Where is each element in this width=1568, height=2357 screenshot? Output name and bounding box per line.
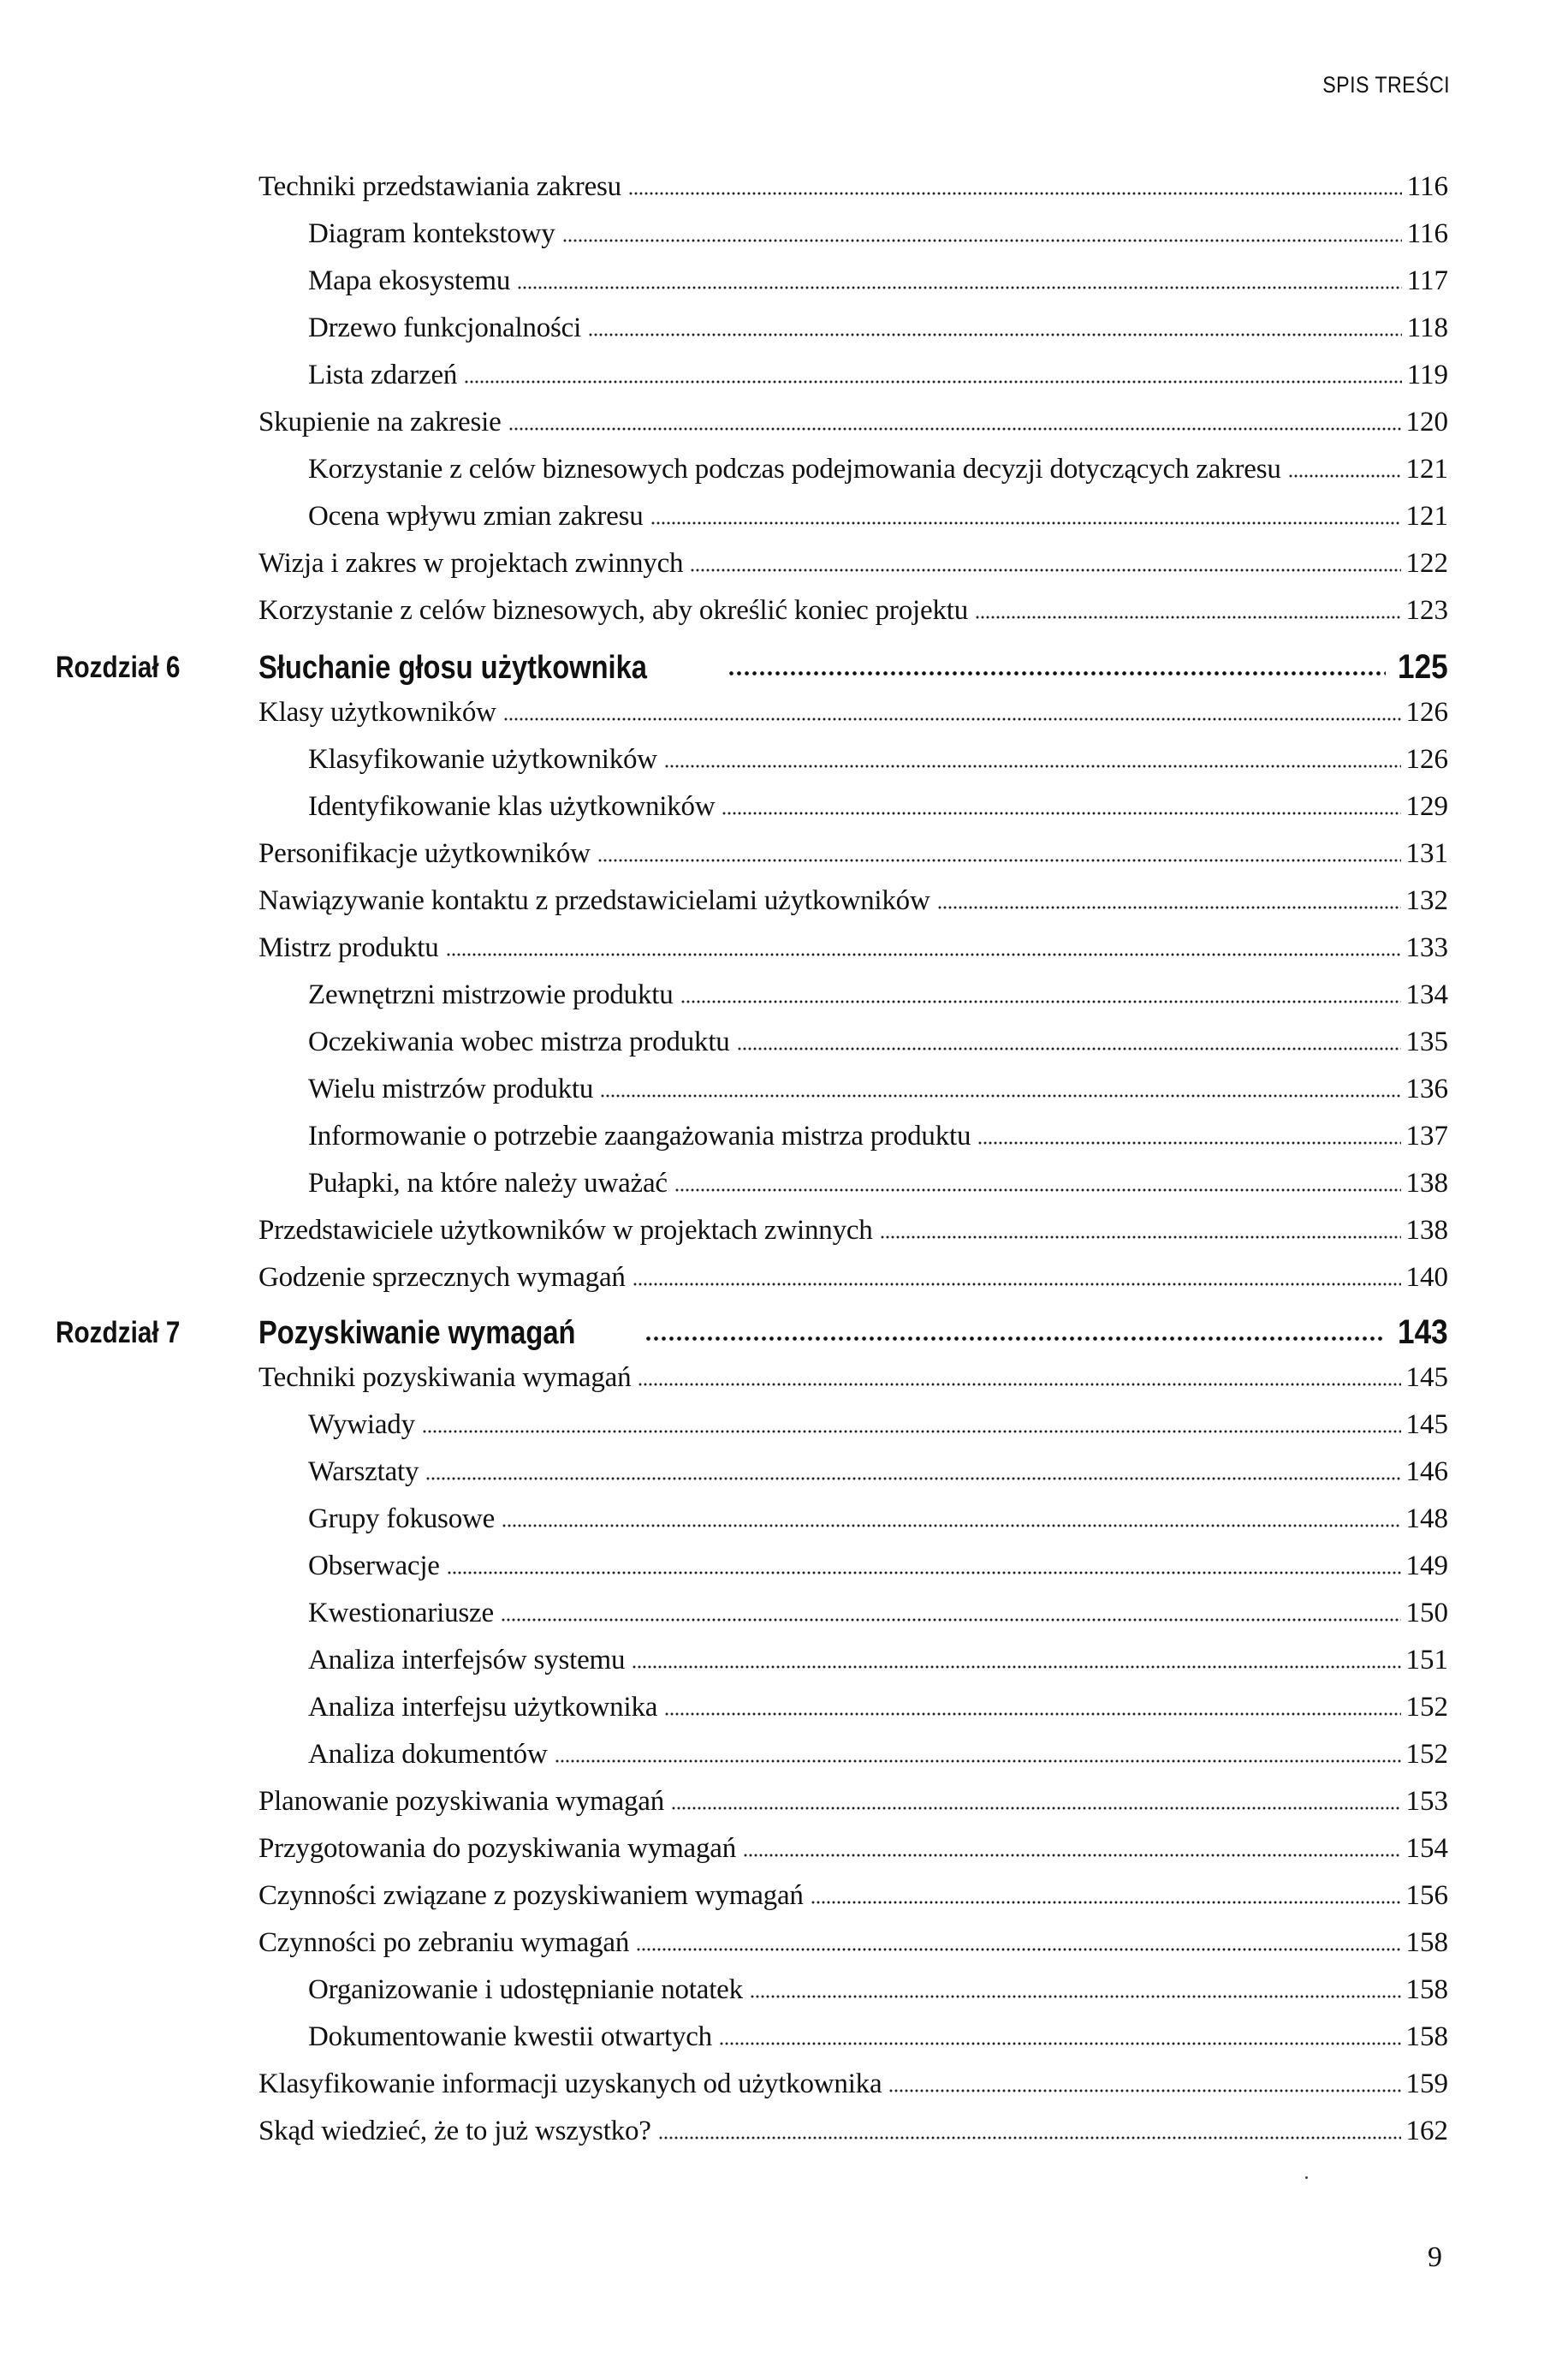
entry-page-number: 134 — [1405, 979, 1448, 1010]
toc-subsection-row[interactable] — [308, 450, 1448, 488]
entry-title: Skąd wiedzieć, że to już wszystko? — [258, 2116, 651, 2146]
entry-title: Przygotowania do pozyskiwania wymagań — [258, 1833, 737, 1864]
entry-title: Korzystanie z celów biznesowych, aby określić koniec projektu — [258, 595, 969, 626]
entry-page-number: 121 — [1405, 501, 1448, 532]
entry-title: Analiza dokumentów — [308, 1739, 548, 1770]
entry-page-number: 146 — [1405, 1456, 1448, 1487]
toc-section-row[interactable] — [258, 1924, 1448, 1961]
entry-page-number: 162 — [1405, 2116, 1448, 2146]
toc-subsection-row[interactable] — [308, 356, 1448, 394]
entry-title: Zewnętrzni mistrzowie produktu — [308, 979, 674, 1010]
dot-leader — [690, 567, 1400, 574]
entry-title: Nawiązywanie kontaktu z przedstawicielami użytkowników — [258, 885, 930, 916]
toc-section-row[interactable] — [258, 1211, 1448, 1249]
chapter-label: Rozdział 7 — [56, 1316, 181, 1349]
chapter-page-number: 143 — [1398, 1313, 1448, 1351]
entry-page-number: 132 — [1405, 885, 1448, 916]
entry-page-number: 117 — [1406, 265, 1448, 296]
toc-subsection-row[interactable] — [308, 1688, 1448, 1726]
entry-title: Diagram kontekstowy — [308, 218, 555, 249]
entry-title: Pułapki, na które należy uważać — [308, 1168, 668, 1199]
entry-page-number: 158 — [1405, 1974, 1448, 2005]
toc-section-row[interactable] — [258, 168, 1448, 205]
toc-subsection-row[interactable] — [308, 1453, 1448, 1491]
entry-page-number: 118 — [1406, 312, 1448, 343]
entry-page-number: 116 — [1406, 218, 1448, 249]
toc-subsection-row[interactable] — [308, 1117, 1448, 1155]
toc-subsection-row[interactable] — [308, 309, 1448, 347]
toc-section-row[interactable] — [258, 2112, 1448, 2150]
entry-title: Lista zdarzeń — [308, 360, 458, 390]
chapter-page-number: 125 — [1398, 648, 1448, 686]
entry-page-number: 153 — [1405, 1786, 1448, 1817]
entry-title: Przedstawiciele użytkowników w projektach zwinnych — [258, 1215, 873, 1246]
dot-leader — [728, 669, 1386, 677]
toc-subsection-row[interactable] — [308, 1406, 1448, 1443]
toc-subsection-row[interactable] — [308, 1070, 1448, 1108]
entry-title: Grupy fokusowe — [308, 1503, 496, 1534]
entry-title: Korzystanie z celów biznesowych podczas podejmowania decyzji dotyczących zakresu — [308, 454, 1281, 485]
scan-speck — [1305, 2176, 1308, 2179]
toc-section-row[interactable] — [258, 1359, 1448, 1396]
toc-section-row[interactable] — [258, 693, 1448, 731]
dot-leader — [447, 1569, 1401, 1576]
entry-page-number: 122 — [1405, 548, 1448, 579]
entry-page-number: 159 — [1405, 2068, 1448, 2099]
dot-leader — [600, 1092, 1400, 1099]
entry-page-number: 136 — [1405, 1074, 1448, 1104]
entry-title: Skupienie na zakresie — [258, 407, 502, 437]
entry-page-number: 145 — [1405, 1362, 1448, 1393]
dot-leader — [422, 1428, 1401, 1435]
toc-section-row[interactable] — [258, 403, 1448, 441]
toc-subsection-row[interactable] — [308, 1547, 1448, 1585]
toc-section-row[interactable] — [258, 2065, 1448, 2103]
entry-title: Mistrz produktu — [258, 932, 439, 963]
entry-title: Informowanie o potrzebie zaangażowania mistrza produktu — [308, 1121, 971, 1152]
toc-subsection-row[interactable] — [308, 215, 1448, 253]
toc-subsection-row[interactable] — [308, 1023, 1448, 1061]
dot-leader — [664, 763, 1401, 770]
toc-subsection-row[interactable] — [308, 1594, 1448, 1632]
page-number: 9 — [1428, 2241, 1442, 2273]
entry-page-number: 131 — [1405, 838, 1448, 869]
dot-leader — [597, 857, 1401, 864]
entry-title: Personifikacje użytkowników — [258, 838, 591, 869]
toc-subsection-row[interactable] — [308, 497, 1448, 535]
dot-leader — [977, 1140, 1400, 1146]
entry-title: Czynności po zebraniu wymagań — [258, 1927, 630, 1958]
entry-title: Obserwacje — [308, 1551, 440, 1581]
toc-subsection-row[interactable] — [308, 262, 1448, 300]
dot-leader — [555, 1758, 1401, 1765]
dot-leader — [750, 1993, 1401, 2000]
entry-title: Techniki pozyskiwania wymagań — [258, 1362, 632, 1393]
entry-page-number: 138 — [1405, 1168, 1448, 1199]
entry-page-number: 123 — [1405, 595, 1448, 626]
entry-title: Mapa ekosystemu — [308, 265, 511, 296]
entry-page-number: 151 — [1405, 1645, 1448, 1675]
entry-page-number: 154 — [1405, 1833, 1448, 1864]
entry-page-number: 133 — [1405, 932, 1448, 963]
dot-leader — [425, 1475, 1400, 1482]
dot-leader — [501, 1616, 1401, 1623]
toc-section-row[interactable] — [258, 1830, 1448, 1867]
entry-page-number: 116 — [1406, 171, 1448, 202]
toc-chapter-row[interactable] — [0, 644, 1448, 687]
dot-leader — [517, 284, 1402, 291]
entry-title: Godzenie sprzecznych wymagań — [258, 1262, 626, 1293]
entry-title: Wywiady — [308, 1409, 415, 1440]
entry-page-number: 145 — [1405, 1409, 1448, 1440]
dot-leader — [811, 1899, 1401, 1906]
dot-leader — [664, 1711, 1400, 1717]
dot-leader — [888, 2087, 1400, 2094]
chapter-label: Rozdział 6 — [56, 651, 181, 684]
entry-title: Identyfikowanie klas użytkowników — [308, 791, 716, 822]
dot-leader — [633, 1281, 1401, 1288]
entry-page-number: 156 — [1405, 1880, 1448, 1911]
toc-subsection-row[interactable] — [308, 1641, 1448, 1679]
entry-page-number: 126 — [1405, 744, 1448, 775]
chapter-main — [258, 1309, 1448, 1352]
entry-page-number: 126 — [1405, 697, 1448, 728]
toc-section-row[interactable] — [258, 835, 1448, 872]
dot-leader — [464, 378, 1402, 385]
chapter-main — [258, 644, 1448, 687]
toc-section-row[interactable] — [258, 929, 1448, 967]
chapter-title: Słuchanie głosu użytkownika — [258, 650, 647, 686]
entry-page-number: 150 — [1405, 1598, 1448, 1628]
entry-page-number: 120 — [1405, 407, 1448, 437]
toc-subsection-row[interactable] — [308, 2018, 1448, 2056]
dot-leader — [503, 716, 1401, 723]
entry-page-number: 135 — [1405, 1027, 1448, 1057]
dot-leader — [628, 190, 1402, 197]
entry-page-number: 119 — [1406, 360, 1448, 390]
dot-leader — [632, 1664, 1400, 1670]
entry-title: Ocena wpływu zmian zakresu — [308, 501, 644, 532]
entry-title: Warsztaty — [308, 1456, 419, 1487]
toc-subsection-row[interactable] — [308, 1164, 1448, 1202]
dot-leader — [636, 1946, 1400, 1953]
dot-leader — [975, 614, 1400, 621]
entry-title: Planowanie pozyskiwania wymagań — [258, 1786, 665, 1817]
dot-leader — [674, 1187, 1401, 1193]
toc-section-row[interactable] — [258, 545, 1448, 582]
dot-leader — [562, 237, 1402, 244]
entry-title: Analiza interfejsu użytkownika — [308, 1692, 658, 1723]
toc-subsection-row[interactable] — [308, 1735, 1448, 1773]
dot-leader — [644, 1334, 1386, 1342]
toc-section-row[interactable] — [258, 1877, 1448, 1914]
toc-chapter-row[interactable] — [0, 1309, 1448, 1352]
entry-title: Organizowanie i udostępnianie notatek — [308, 1974, 743, 2005]
entry-title: Klasy użytkowników — [258, 697, 496, 728]
dot-leader — [638, 1381, 1400, 1388]
dot-leader — [680, 998, 1401, 1005]
entry-title: Techniki przedstawiania zakresu — [258, 171, 621, 202]
entry-page-number: 148 — [1405, 1503, 1448, 1534]
entry-title: Kwestionariusze — [308, 1598, 494, 1628]
toc-subsection-row[interactable] — [308, 976, 1448, 1014]
entry-page-number: 152 — [1405, 1739, 1448, 1770]
entry-title: Czynności związane z pozyskiwaniem wymagań — [258, 1880, 804, 1911]
entry-title: Analiza interfejsów systemu — [308, 1645, 626, 1675]
dot-leader — [588, 331, 1402, 338]
dot-leader — [508, 426, 1401, 432]
entry-title: Drzewo funkcjonalności — [308, 312, 582, 343]
toc-section-row[interactable] — [258, 1259, 1448, 1296]
running-head: SPIS TREŚCI — [1322, 72, 1450, 98]
entry-page-number: 152 — [1405, 1692, 1448, 1723]
entry-title: Klasyfikowanie użytkowników — [308, 744, 657, 775]
entry-title: Wizja i zakres w projektach zwinnych — [258, 548, 684, 579]
dot-leader — [880, 1234, 1401, 1241]
entry-page-number: 121 — [1405, 454, 1448, 485]
toc-subsection-row[interactable] — [308, 1971, 1448, 2009]
toc-section-row[interactable] — [258, 882, 1448, 920]
chapter-title: Pozyskiwanie wymagań — [258, 1315, 576, 1351]
dot-leader — [446, 951, 1401, 958]
dot-leader — [658, 2134, 1401, 2141]
dot-leader — [650, 520, 1401, 527]
entry-page-number: 129 — [1405, 791, 1448, 822]
entry-title: Klasyfikowanie informacji uzyskanych od użytkownika — [258, 2068, 882, 2099]
dot-leader — [719, 2040, 1401, 2047]
toc-subsection-row[interactable] — [308, 788, 1448, 825]
dot-leader — [502, 1522, 1400, 1529]
entry-page-number: 137 — [1405, 1121, 1448, 1152]
entry-page-number: 158 — [1405, 1927, 1448, 1958]
dot-leader — [743, 1852, 1400, 1859]
entry-page-number: 158 — [1405, 2021, 1448, 2052]
entry-page-number: 149 — [1405, 1551, 1448, 1581]
dot-leader — [737, 1045, 1401, 1052]
toc-section-row[interactable] — [258, 592, 1448, 629]
toc-section-row[interactable] — [258, 1783, 1448, 1820]
dot-leader — [671, 1805, 1400, 1812]
entry-title: Oczekiwania wobec mistrza produktu — [308, 1027, 730, 1057]
dot-leader — [937, 904, 1401, 911]
entry-title: Wielu mistrzów produktu — [308, 1074, 594, 1104]
toc-subsection-row[interactable] — [308, 1500, 1448, 1538]
toc-subsection-row[interactable] — [308, 741, 1448, 778]
dot-leader — [1288, 473, 1401, 479]
entry-page-number: 138 — [1405, 1215, 1448, 1246]
entry-title: Dokumentowanie kwestii otwartych — [308, 2021, 712, 2052]
entry-page-number: 140 — [1405, 1262, 1448, 1293]
dot-leader — [722, 810, 1400, 817]
